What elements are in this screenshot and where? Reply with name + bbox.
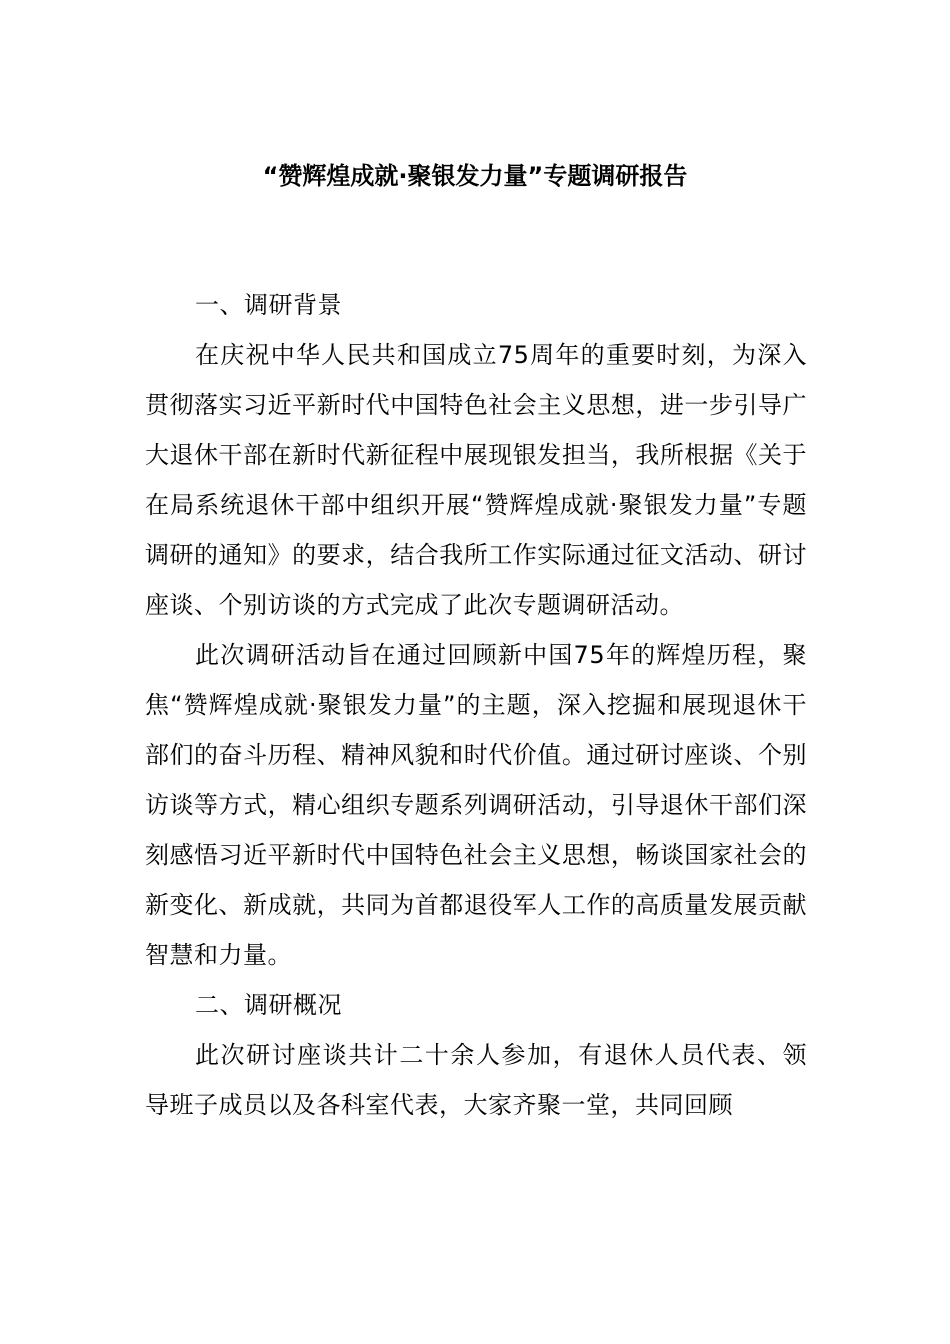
paragraph-overview-1: 此次研讨座谈共计二十余人参加，有退休人员代表、领导班子成员以及各科室代表，大家齐聚一堂，共同回顾	[145, 1041, 807, 1119]
section-heading-overview: 二、调研概况	[195, 991, 342, 1019]
document-body	[145, 280, 807, 1130]
section-heading-background: 一、调研背景	[195, 291, 342, 319]
paragraph-background-2: 此次调研活动旨在通过回顾新中国75年的辉煌历程，聚焦“赞辉煌成就·聚银发力量”的主题，深入挖掘和展现退休干部们的奋斗历程、精神风貌和时代价值。通过研讨座谈、个别访谈等方式，精心组织专题系列调研活动，引导退休干部们深刻感悟习近平新时代中国特色社会主义思想，畅谈国家社会的新变化、新成就，共同为首都退役军人工作的高质量发展贡献智慧和力量。	[145, 641, 807, 969]
document-title: “赞辉煌成就·聚银发力量”专题调研报告	[262, 162, 688, 190]
paragraph-background-1: 在庆祝中华人民共和国成立75周年的重要时刻，为深入贯彻落实习近平新时代中国特色社会主义思想，进一步引导广大退休干部在新时代新征程中展现银发担当，我所根据《关于在局系统退休干部中组织开展“赞辉煌成就·聚银发力量”专题调研的通知》的要求，结合我所工作实际通过征文活动、研讨座谈、个别访谈的方式完成了此次专题调研活动。	[145, 341, 807, 619]
